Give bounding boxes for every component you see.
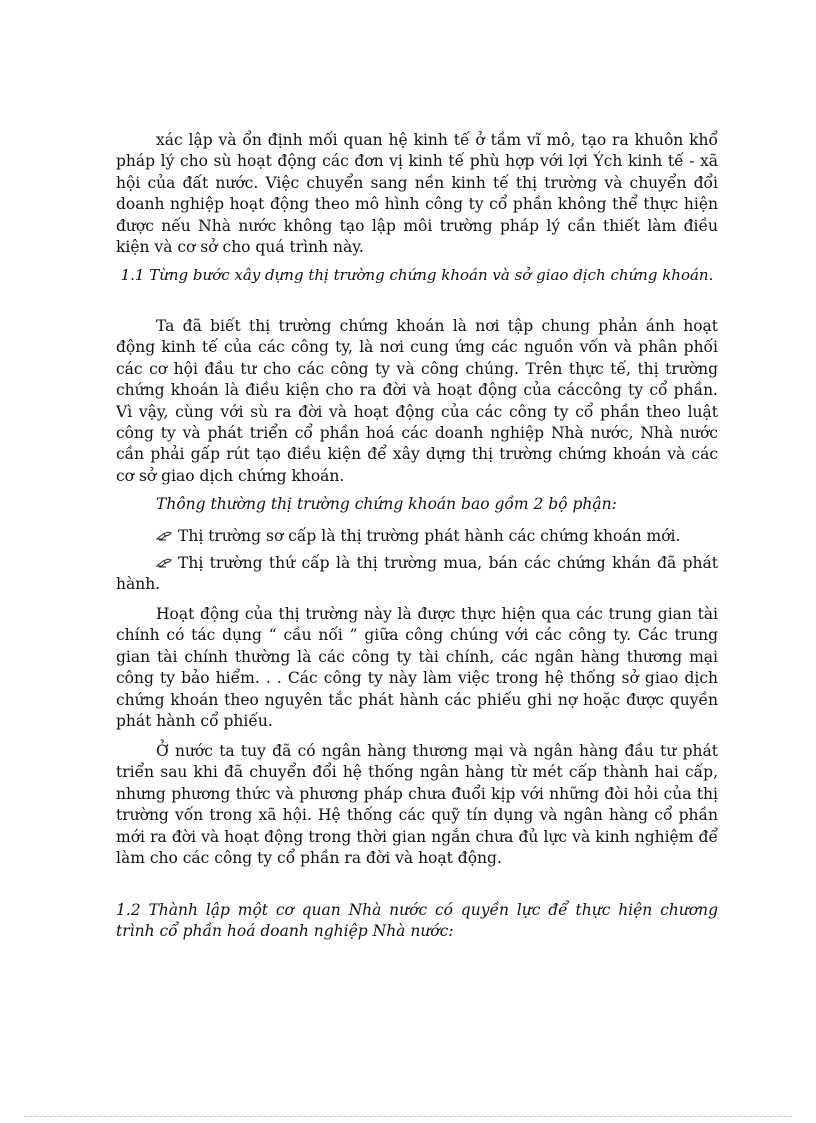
writing-hand-icon	[156, 530, 172, 542]
bullet-text: Thị trường sơ cấp là thị trường phát hành các chứng khoán mới.	[178, 527, 681, 545]
paragraph-5: Ở nước ta tuy đã có ngân hàng thương mại và ngân hàng đầu tư phát triển sau khi đã chuyển đổi hệ thống ngân hàng từ mét cấp thành hai cấp, nhưng phương thức và phương pháp chưa đuổi kịp với những đòi hỏi của thị trường vốn trong xã hội. Hệ thống các quỹ tín dụng và ngân hàng cổ phần mới ra đời và hoạt động trong thời gian ngắn chưa đủ lực và kinh nghiệm để làm cho các công ty cổ phần ra đời và hoạt động.	[116, 742, 718, 868]
paragraph-3: Thông thường thị trường chứng khoán bao gồm 2 bộ phận:	[156, 495, 617, 513]
paragraph-1: xác lập và ổn định mối quan hệ kinh tế ở tầm vĩ mô, tạo ra khuôn khổ pháp lý cho sù hoạt động các đơn vị kinh tế phù hợp với lợi Ých kinh tế - xã hội của đất nước. Việc chuyển sang nền kinh tế thị trường và chuyển đổi doanh nghiệp hoạt động theo mô hình công ty cổ phần không thể thực hiện được nếu Nhà nước không tạo lập môi trường pháp lý cần thiết làm điều kiện và cơ sở cho quá trình này.	[116, 131, 718, 257]
bullet-text: Thị trường thứ cấp là thị trường mua, bán các chứng khán đã phát hành.	[116, 554, 718, 594]
writing-hand-icon	[156, 557, 172, 569]
paragraph-2: Ta đã biết thị trường chứng khoán là nơi tập chung phản ánh hoạt động kinh tế của các công ty, là nơi cung ứng các nguồn vốn và phân phối các cơ hội đầu tư cho các công ty và công chúng. Trên thực tế, thị trường chứng khoán là điều kiện cho ra đời và hoạt động của cáccông ty cổ phần. Vì vậy, cùng với sù ra đời và hoạt động của các công ty cổ phần theo luật công ty và phát triển cổ phần hoá các doanh nghiệp Nhà nước, Nhà nước cần phải gấp rút tạo điều kiện để xây dựng thị trường chứng khoán và các cơ sở giao dịch chứng khoán.	[116, 317, 718, 485]
section-heading-1-2: 1.2 Thành lập một cơ quan Nhà nước có quyền lực để thực hiện chương trình cổ phần hoá doanh nghiệp Nhà nước:	[116, 901, 718, 941]
page-bottom-divider	[24, 1116, 792, 1117]
bullet-item	[116, 526, 718, 547]
section-heading-1-1: 1.1 Từng bước xây dựng thị trường chứng khoán và sở giao dịch chứng khoán.	[120, 266, 714, 284]
bullet-item	[116, 553, 718, 596]
paragraph-4: Hoạt động của thị trường này là được thực hiện qua các trung gian tài chính có tác dụng “ cầu nối ” giữa công chúng với các công ty. Các trung gian tài chính thường là các công ty tài chính, các ngân hàng thương mại công ty bảo hiểm. . . Các công ty này làm việc trong hệ thống sở giao dịch chứng khoán theo nguyên tắc phát hành các phiếu ghi nợ hoặc được quyền phát hành cổ phiếu.	[116, 605, 718, 731]
